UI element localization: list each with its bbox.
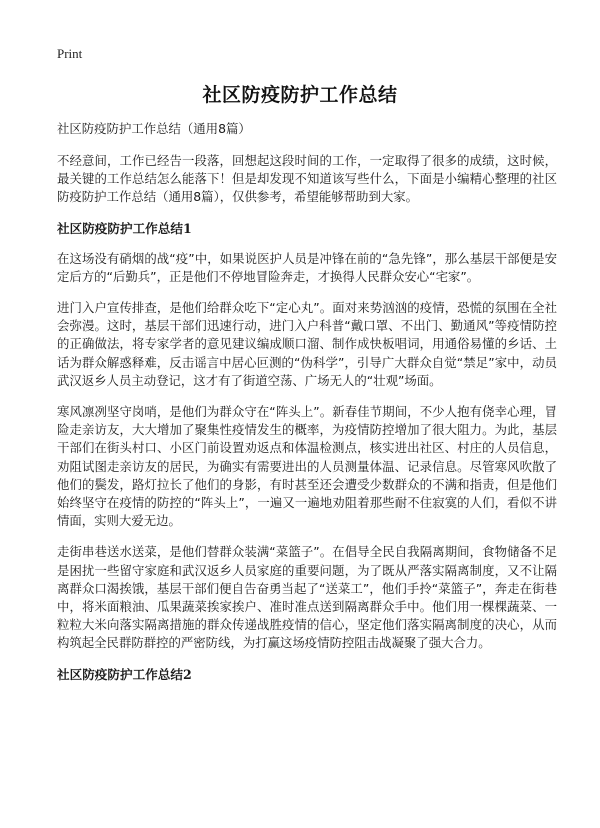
document-body xyxy=(57,120,557,696)
section-heading: 社区防疫防护工作总结2 xyxy=(57,666,192,682)
print-link[interactable]: Print xyxy=(57,46,83,61)
document-title: 社区防疫防护工作总结 xyxy=(202,84,398,106)
document-subtitle: 社区防疫防护工作总结（通用8篇） xyxy=(57,121,251,136)
body-paragraph: 在这场没有硝烟的战“疫”中，如果说医护人员是冲锋在前的“急先锋”，那么基层干部便是安定后方的“后勤兵”，正是他们不停地冒险奔走，才换得人民群众安心“宅家”。 xyxy=(57,250,557,284)
intro-paragraph: 不经意间，工作已经告一段落，回想起这段时间的工作，一定取得了很多的成绩，这时候，最关键的工作总结怎么能落下！但是却发现不知道该写些什么，下面是小编精心整理的社区防疫防护工作总结（通用8篇），仅供参考，希望能够帮助到大家。 xyxy=(57,153,557,205)
body-paragraph: 走街串巷送水送菜，是他们替群众装满“菜篮子”。在倡导全民自我隔离期间，食物储备不足是困扰一些留守家庭和武汉返乡人员家庭的重要问题，为了既从严落实隔离制度，又不让隔离群众口渴挨饿，基层干部们便自告奋勇当起了“送菜工”，他们手拎“菜篮子”，奔走在街巷中，将米面粮油、瓜果蔬菜挨家挨户、准时准点送到隔离群众手中。他们用一棵棵蔬菜、一粒粒大米向落实隔离措施的群众传递战胜疫情的信心，坚定他们落实隔离制度的决心，从而构筑起全民群防群控的严密防线，为打赢这场疫情防控阻击战凝聚了强大合力。 xyxy=(57,544,557,651)
section-heading: 社区防疫防护工作总结1 xyxy=(57,220,192,236)
body-paragraph: 寒风凛冽坚守岗哨，是他们为群众守在“阵头上”。新春佳节期间，不少人抱有侥幸心理，冒险走亲访友，大大增加了聚集性疫情发生的概率，为疫情防控增加了很大阻力。为此，基层干部们在街头村口、小区门前设置劝返点和体温检测点，核实进出社区、村庄的人员信息，劝阻试图走亲访友的居民，为确实有需要进出的人员测量体温、记录信息。尽管寒风吹散了他们的鬓发，路灯拉长了他们的身影，有时甚至还会遭受少数群众的不满和指责，但是他们始终坚守在疫情的防控的“阵头上”，一遍又一遍地劝阻着那些耐不住寂寞的人们，看似不讲情面，实则大爱无边。 xyxy=(57,404,557,529)
body-paragraph: 进门入户宣传排查，是他们给群众吃下“定心丸”。面对来势汹汹的疫情，恐慌的氛围在全社会弥漫。这时，基层干部们迅速行动，进门入户科普“戴口罩、不出门、勤通风”等疫情防控的正确做法，将专家学者的意见建议编成顺口溜、制作成快板唱词，用通俗易懂的乡话、土话为群众解惑释难，反击谣言中居心叵测的“伪科学”，引导广大群众自觉“禁足”家中，动员武汉返乡人员主动登记，这才有了街道空荡、广场无人的“壮观”场面。 xyxy=(57,300,557,388)
